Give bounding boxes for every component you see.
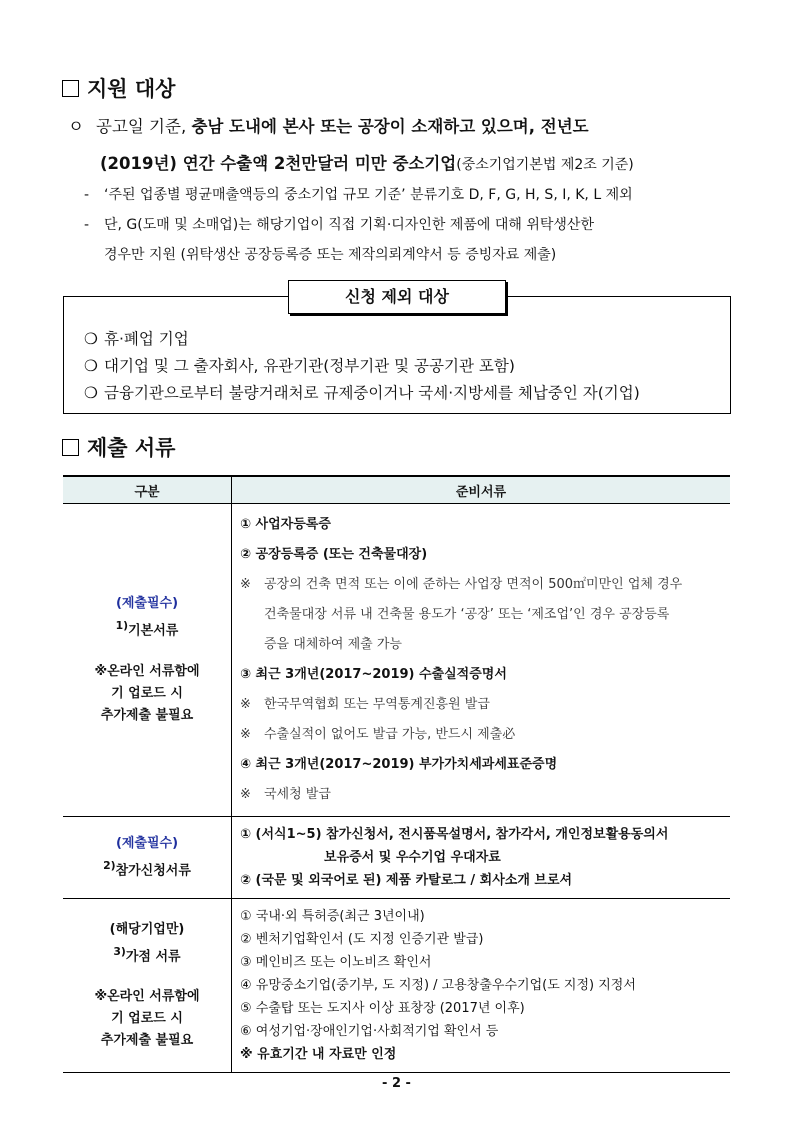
circle-bullet-icon: ❍ [84,384,98,402]
note-line: ※ 한국무역협회 또는 무역통계진흥원 발급 [240,697,490,712]
exclusion-item: ❍ 대기업 및 그 출자회사, 유관기관(정부기관 및 공공기관 포함) [84,357,515,375]
circle-bullet-icon: ❍ [84,357,98,375]
documents-table [63,475,730,1073]
category-bonus: (해당기업만) $^{3)}$가점 서류 ※온라인 서류함에 기 업로드 시 추가제출 불필요 [63,899,232,1073]
exclusion-item: ❍ 금융기관으로부터 불량거래처로 규제중이거나 국세·지방세를 체납중인 자(기업) [84,384,640,402]
exclusions-label: 신청 제외 대상 [288,280,506,314]
page-number: - 2 - [382,1076,411,1091]
list-item: ③ 메인비즈 또는 이노비즈 확인서 [240,955,432,970]
list-item: ⑤ 수출탑 또는 도지사 이상 표창장 (2017년 이후) [240,1001,525,1016]
support-dash-1: - ‘주된 업종별 평균매출액등의 중소기업 규모 기준’ 분류기호 D, F, G, H, S, I, K, L 제외 [84,187,633,203]
section-title-support: 지원 대상 [62,73,175,103]
table-row [63,899,730,1073]
table-header-row [63,476,730,504]
header-documents: 준비서류 [232,476,731,504]
table-row [63,817,730,899]
checkbox-square-icon [62,439,79,456]
note-line: ※ 수출실적이 없어도 발급 가능, 반드시 제출必 [240,727,516,742]
category-basic: (제출필수) $^{1)}$기본서류 ※온라인 서류함에 기 업로드 시 추가제출 불필요 [63,504,232,817]
bullet-mark: ㅇ [68,117,84,136]
documents-bonus [232,899,731,1073]
list-item: ⑥ 여성기업·장애인기업·사회적기업 확인서 등 [240,1024,499,1039]
circle-bullet-icon: ❍ [84,330,98,348]
checkbox-square-icon [62,80,79,97]
category-application: (제출필수) $^{2)}$참가신청서류 [63,817,232,899]
list-item: ① 국내·외 특허증(최근 3년이내) [240,909,425,924]
documents-basic: ① 사업자등록증 ② 공장등록증 (또는 건축물대장) ※ 공장의 건축 면적 또는 이에 준하는 사업장 면적이 500㎡미만인 업체 경우 건축물대장 서류 내 건축물 용도가 ‘공장’ 또는 ‘제조업’인 경우 공장등록 증을 대체하여 제출 가능 ③ 최근 3개년(2017~2019) 수출실적증명서 ※ 한국무역협회 또는 무역통계진흥원 발급 ※ 수출실적이 없어도 발급 가능, 반드시 제출必 ④ 최근 3개년(2017~2019) 부가가치세과세표준증명 ※ 국세청 발급 [232,504,731,817]
support-bullet-line-1: ㅇ 공고일 기준, 충남 도내에 본사 또는 공장이 소재하고 있으며, 전년도 [68,113,748,137]
list-item: ② 벤처기업확인서 (도 지정 인증기관 발급) [240,932,484,947]
header-category: 구분 [63,476,232,504]
list-item: ④ 유망중소기업(중기부, 도 지정) / 고용창출우수기업(도 지정) 지정서 [240,978,636,993]
table-row [63,504,730,817]
note-line: ※ 국세청 발급 [240,787,331,802]
support-bullet-line-2: (2019년) 연간 수출액 2천만달러 미만 중소기업(중소기업기본법 제2조 기준) [100,154,634,173]
note-line: ※ 공장의 건축 면적 또는 이에 준하는 사업장 면적이 500㎡미만인 업체 경우 [240,577,683,592]
documents-application: ① (서식1~5) 참가신청서, 전시품목설명서, 참가각서, 개인정보활용동의서 보유증서 및 우수기업 우대자료 ② (국문 및 외국어로 된) 제품 카탈로그 / 회사소개 브로셔 [232,817,731,899]
section-title-documents: 제출 서류 [62,432,175,462]
validity-note: ※ 유효기간 내 자료만 인정 [240,1047,397,1062]
support-dash-2: - 단, G(도매 및 소매업)는 해당기업이 직접 기획·디자인한 제품에 대해 위탁생산한 [84,217,594,233]
exclusion-item: ❍ 휴·폐업 기업 [84,330,189,348]
support-dash-2-continued: 경우만 지원 (위탁생산 공장등록증 또는 제작의뢰계약서 등 증빙자료 제출) [104,247,557,263]
